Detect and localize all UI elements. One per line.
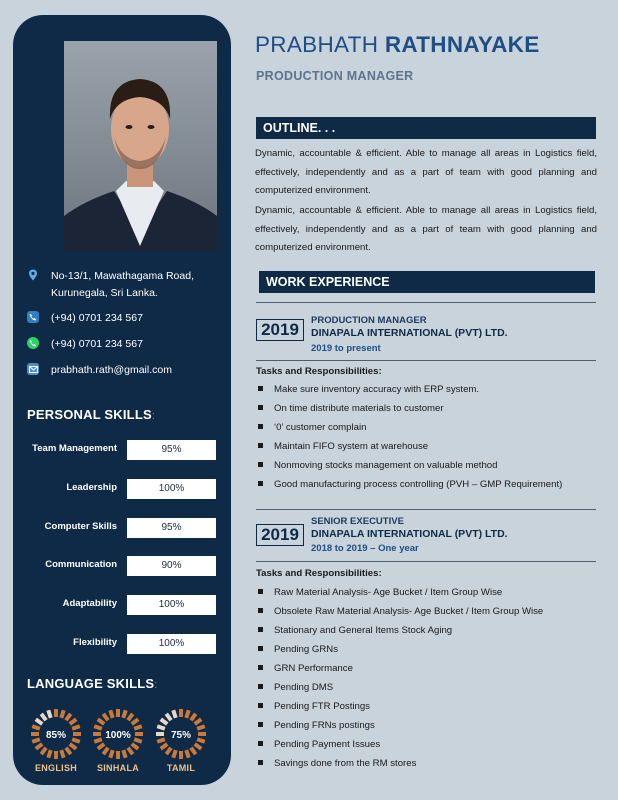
skill-value: 100% bbox=[127, 634, 216, 654]
skill-row bbox=[13, 634, 231, 654]
bullet-icon bbox=[258, 627, 263, 632]
ring-segment-filled bbox=[128, 714, 133, 720]
sidebar bbox=[13, 15, 231, 785]
bullet-icon bbox=[258, 424, 263, 429]
job-1-title: PRODUCTION MANAGER bbox=[311, 315, 427, 326]
bullet-icon bbox=[258, 665, 263, 670]
job-2-company: DINAPALA INTERNATIONAL (PVT) LTD. bbox=[311, 528, 508, 540]
task-text: Maintain FIFO system at warehouse bbox=[274, 441, 429, 452]
candidate-name bbox=[255, 32, 540, 58]
ring-segment-empty bbox=[173, 710, 175, 718]
skill-label: Flexibility bbox=[73, 637, 117, 648]
bullet-icon bbox=[258, 760, 263, 765]
task-item bbox=[258, 479, 598, 490]
bullet-icon bbox=[258, 443, 263, 448]
ring-segment-filled bbox=[66, 748, 71, 754]
ring-segment-filled bbox=[195, 719, 201, 724]
contact-whatsapp bbox=[27, 336, 221, 353]
ring-segment-filled bbox=[32, 726, 40, 728]
task-text: Nonmoving stocks management on valuable method bbox=[274, 460, 498, 471]
job-1-tasks-heading: Tasks and Responsibilities: bbox=[256, 366, 382, 377]
language-name: SINHALA bbox=[96, 763, 140, 773]
ring-segment-filled bbox=[36, 744, 42, 749]
task-text: Make sure inventory accuracy with ERP system. bbox=[274, 384, 480, 395]
ring-segment-filled bbox=[103, 748, 108, 754]
task-item bbox=[258, 403, 598, 414]
work-experience-heading: WORK EXPERIENCE bbox=[259, 271, 595, 293]
ring-segment-filled bbox=[132, 744, 138, 749]
divider bbox=[256, 360, 596, 361]
ring-segment-filled bbox=[191, 748, 196, 754]
task-item bbox=[258, 625, 598, 636]
ring-segment-filled bbox=[72, 739, 80, 741]
task-text: Pending FTR Postings bbox=[274, 701, 370, 712]
task-item bbox=[258, 460, 598, 471]
language-percent: 100% bbox=[105, 730, 131, 741]
bullet-icon bbox=[258, 741, 263, 746]
language-ring bbox=[155, 708, 207, 760]
profile-photo-illustration bbox=[64, 41, 217, 251]
ring-segment-filled bbox=[41, 748, 46, 754]
ring-segment-filled bbox=[197, 726, 205, 728]
phone-text[interactable]: (+94) 0701 234 567 bbox=[51, 312, 143, 324]
bullet-icon bbox=[258, 703, 263, 708]
ring-segment-empty bbox=[41, 714, 46, 720]
language-skills-heading-text: LANGUAGE SKILLS bbox=[27, 676, 155, 691]
ring-segment-empty bbox=[48, 710, 50, 718]
bullet-icon bbox=[258, 462, 263, 467]
job-2-year: 2019 bbox=[256, 524, 304, 546]
phone-icon bbox=[27, 311, 39, 323]
bullet-icon bbox=[258, 589, 263, 594]
outline-heading: OUTLINE. . . bbox=[256, 117, 596, 139]
task-item bbox=[258, 663, 598, 674]
skill-row bbox=[13, 479, 231, 499]
ring-segment-filled bbox=[134, 739, 142, 741]
ring-segment-empty bbox=[36, 719, 42, 724]
skill-row bbox=[13, 595, 231, 615]
ring-segment-filled bbox=[132, 719, 138, 724]
task-item bbox=[258, 758, 598, 769]
ring-segment-filled bbox=[128, 748, 133, 754]
divider bbox=[256, 561, 596, 562]
language-ring bbox=[92, 708, 144, 760]
ring-segment-filled bbox=[191, 714, 196, 720]
ring-segment-filled bbox=[195, 744, 201, 749]
job-1-period: 2019 to present bbox=[311, 343, 381, 354]
ring-segment-filled bbox=[48, 750, 50, 758]
job-2-title: SENIOR EXECUTIVE bbox=[311, 516, 404, 527]
bullet-icon bbox=[258, 386, 263, 391]
task-text: Pending Payment Issues bbox=[274, 739, 381, 750]
language-skill bbox=[30, 708, 82, 773]
ring-segment-filled bbox=[32, 739, 40, 741]
language-skill bbox=[155, 708, 207, 773]
bullet-icon bbox=[258, 481, 263, 486]
email-icon bbox=[27, 363, 39, 375]
outline-paragraph-1: Dynamic, accountable & efficient. Able to manage all areas in Logistics field, effectively, independently and as a part of team with good planning and computerized environment. bbox=[255, 148, 597, 196]
ring-segment-filled bbox=[103, 714, 108, 720]
ring-segment-empty bbox=[166, 714, 171, 720]
task-text: On time distribute materials to customer bbox=[274, 403, 444, 414]
contact-address bbox=[27, 268, 221, 302]
ring-segment-filled bbox=[70, 744, 76, 749]
ring-segment-filled bbox=[72, 726, 80, 728]
first-name: PRABHATH bbox=[255, 32, 379, 57]
address-text bbox=[51, 268, 221, 302]
task-item bbox=[258, 422, 598, 433]
skill-label: Communication bbox=[45, 559, 117, 570]
last-name: RATHNAYAKE bbox=[384, 32, 540, 57]
ring-segment-filled bbox=[98, 744, 104, 749]
address-line-2: Kurunegala, Sri Lanka. bbox=[51, 287, 158, 299]
language-skills-heading: LANGUAGE SKILLS: bbox=[27, 676, 158, 691]
contact-phone bbox=[27, 310, 221, 327]
language-name: TAMIL bbox=[166, 763, 196, 773]
language-ring bbox=[30, 708, 82, 760]
ring-segment-filled bbox=[157, 739, 165, 741]
job-2-tasks-heading: Tasks and Responsibilities: bbox=[256, 568, 382, 579]
task-text: Pending FRNs postings bbox=[274, 720, 375, 731]
bullet-icon bbox=[258, 608, 263, 613]
skill-value: 95% bbox=[127, 440, 216, 460]
skill-value: 90% bbox=[127, 556, 216, 576]
location-pin-icon bbox=[27, 269, 39, 281]
skill-row bbox=[13, 556, 231, 576]
task-item bbox=[258, 682, 598, 693]
ring-segment-empty bbox=[157, 726, 165, 728]
whatsapp-text[interactable]: (+94) 0701 234 567 bbox=[51, 338, 143, 350]
ring-segment-filled bbox=[166, 748, 171, 754]
task-text: GRN Performance bbox=[274, 663, 353, 674]
divider bbox=[256, 302, 596, 303]
task-item bbox=[258, 384, 598, 395]
ring-segment-filled bbox=[186, 710, 188, 718]
job-1-company: DINAPALA INTERNATIONAL (PVT) LTD. bbox=[311, 327, 508, 339]
task-text: Obsolete Raw Material Analysis- Age Bucket / Item Group Wise bbox=[274, 606, 544, 617]
profile-photo bbox=[64, 41, 217, 251]
task-text: Savings done from the RM stores bbox=[274, 758, 417, 769]
task-item bbox=[258, 644, 598, 655]
language-percent: 85% bbox=[45, 730, 67, 741]
candidate-title: PRODUCTION MANAGER bbox=[256, 69, 414, 83]
task-item bbox=[258, 739, 598, 750]
task-text: Stationary and General Items Stock Aging bbox=[274, 625, 453, 636]
language-name: ENGLISH bbox=[34, 763, 78, 773]
ring-segment-filled bbox=[197, 739, 205, 741]
ring-segment-filled bbox=[110, 750, 112, 758]
skill-row bbox=[13, 518, 231, 538]
language-skill bbox=[92, 708, 144, 773]
task-item bbox=[258, 606, 598, 617]
skill-row bbox=[13, 440, 231, 460]
skill-label: Computer Skills bbox=[44, 521, 117, 532]
divider bbox=[256, 509, 596, 510]
outline-paragraph-2: Dynamic, accountable & efficient. Able to manage all areas in Logistics field, effectively, independently and as a part of team with good planning and computerized environment. bbox=[255, 205, 597, 253]
ring-segment-filled bbox=[123, 750, 125, 758]
task-text: Pending DMS bbox=[274, 682, 334, 693]
whatsapp-icon bbox=[27, 337, 39, 349]
ring-segment-filled bbox=[161, 744, 167, 749]
language-percent: 75% bbox=[170, 730, 192, 741]
task-text: ‘0’ customer complain bbox=[274, 422, 367, 433]
contact-email bbox=[27, 362, 221, 379]
ring-segment-filled bbox=[61, 750, 63, 758]
bullet-icon bbox=[258, 646, 263, 651]
ring-segment-filled bbox=[61, 710, 63, 718]
skill-label: Team Management bbox=[32, 443, 117, 454]
ring-segment-filled bbox=[186, 750, 188, 758]
ring-segment-empty bbox=[161, 719, 167, 724]
task-item bbox=[258, 720, 598, 731]
ring-segment-filled bbox=[94, 739, 102, 741]
ring-segment-filled bbox=[173, 750, 175, 758]
skill-label: Leadership bbox=[66, 482, 117, 493]
bullet-icon bbox=[258, 722, 263, 727]
address-line-1: No-13/1, Mawathagama Road, bbox=[51, 270, 194, 282]
email-text[interactable]: prabhath.rath@gmail.com bbox=[51, 364, 172, 376]
task-text: Pending GRNs bbox=[274, 644, 338, 655]
job-2-period: 2018 to 2019 – One year bbox=[311, 543, 419, 554]
job-1-year: 2019 bbox=[256, 319, 304, 341]
task-item bbox=[258, 587, 598, 598]
ring-segment-filled bbox=[110, 710, 112, 718]
ring-segment-filled bbox=[134, 726, 142, 728]
bullet-icon bbox=[258, 405, 263, 410]
personal-skills-heading-text: PERSONAL SKILLS bbox=[27, 407, 152, 422]
ring-segment-filled bbox=[66, 714, 71, 720]
bullet-icon bbox=[258, 684, 263, 689]
task-item bbox=[258, 441, 598, 452]
personal-skills-heading: PERSONAL SKILLS: bbox=[27, 407, 156, 422]
ring-segment-filled bbox=[98, 719, 104, 724]
ring-segment-filled bbox=[94, 726, 102, 728]
skill-value: 100% bbox=[127, 479, 216, 499]
ring-segment-filled bbox=[70, 719, 76, 724]
task-item bbox=[258, 701, 598, 712]
task-text: Good manufacturing process controlling (PVH – GMP Requirement) bbox=[274, 479, 563, 490]
task-text: Raw Material Analysis- Age Bucket / Item Group Wise bbox=[274, 587, 503, 598]
ring-segment-filled bbox=[123, 710, 125, 718]
skill-label: Adaptability bbox=[62, 598, 117, 609]
skill-value: 95% bbox=[127, 518, 216, 538]
skill-value: 100% bbox=[127, 595, 216, 615]
